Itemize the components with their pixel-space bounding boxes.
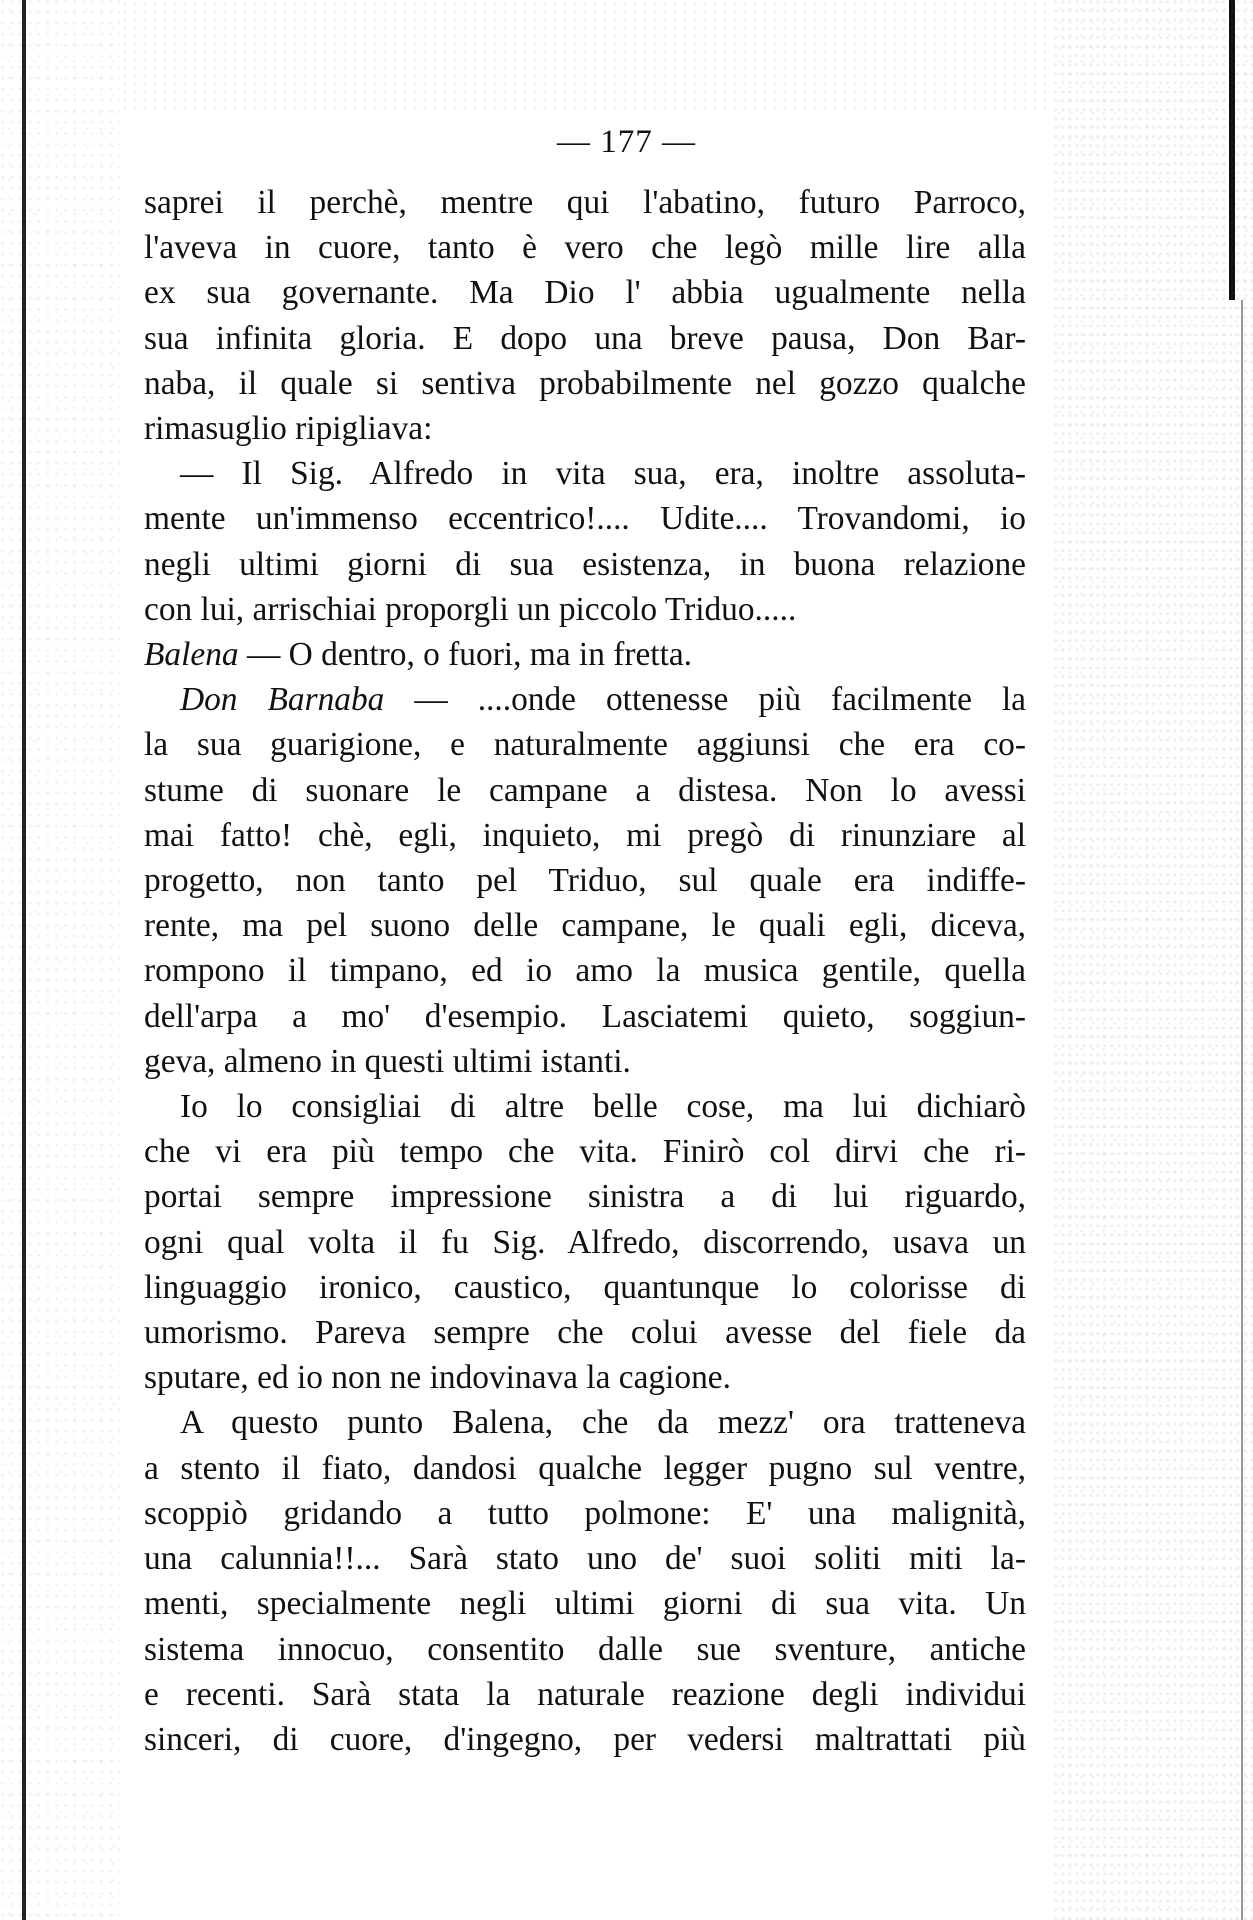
text-line xyxy=(144,632,1026,677)
text-line xyxy=(144,451,1026,496)
line-text: A questo punto Balena, che da mezz' ora tratteneva xyxy=(180,1404,1026,1442)
text-line xyxy=(144,270,1026,315)
line-text: sistema innocuo, consentito dalle sue sventure, antiche xyxy=(144,1630,1026,1668)
line-text: sinceri, di cuore, d'ingegno, per vedersi maltrattati più xyxy=(144,1720,1026,1758)
text-line xyxy=(144,1039,1026,1084)
text-line xyxy=(144,316,1026,361)
line-text: — ....onde ottenesse più facilmente la xyxy=(384,681,1026,719)
speaker-name: Don Barnaba xyxy=(180,681,385,719)
text-line xyxy=(144,1220,1026,1265)
line-text: stume di suonare le campane a distesa. Non lo avessi xyxy=(144,771,1026,809)
line-text: portai sempre impressione sinistra a di lui riguardo, xyxy=(144,1178,1026,1216)
page-edge-right-shadow xyxy=(1241,300,1243,1920)
line-text: rompono il timpano, ed io amo la musica gentile, quella xyxy=(144,952,1026,990)
line-text: rimasuglio ripigliava: xyxy=(144,410,433,448)
line-text: linguaggio ironico, caustico, quantunque lo colorisse di xyxy=(144,1268,1026,1306)
text-line xyxy=(144,587,1026,632)
page-edge-left xyxy=(22,0,26,1920)
text-line xyxy=(144,1672,1026,1717)
line-text: naba, il quale si sentiva probabilmente nel gozzo qualche xyxy=(144,364,1026,402)
text-line xyxy=(144,1536,1026,1581)
text-line xyxy=(144,677,1026,722)
line-text: umorismo. Pareva sempre che colui avesse del fiele da xyxy=(144,1314,1026,1352)
line-text: negli ultimi giorni di sua esistenza, in buona relazione xyxy=(144,545,1026,583)
text-line xyxy=(144,768,1026,813)
line-text: menti, specialmente negli ultimi giorni di sua vita. Un xyxy=(144,1585,1026,1623)
text-line xyxy=(144,903,1026,948)
line-text: sua infinita gloria. E dopo una breve pausa, Don Bar- xyxy=(144,319,1026,357)
text-line xyxy=(144,722,1026,767)
text-line xyxy=(144,1717,1026,1762)
body-text xyxy=(144,180,1026,1762)
line-text: e recenti. Sarà stata la naturale reazione degli individui xyxy=(144,1675,1026,1713)
text-line xyxy=(144,1581,1026,1626)
line-text: la sua guarigione, e naturalmente aggiunsi che era co- xyxy=(144,726,1026,764)
speaker-name: Balena xyxy=(144,636,239,674)
text-line xyxy=(144,1355,1026,1400)
line-text: saprei il perchè, mentre qui l'abatino, futuro Parroco, xyxy=(144,184,1026,221)
line-text: che vi era più tempo che vita. Finirò col dirvi che ri- xyxy=(144,1133,1026,1171)
scan-noise-top xyxy=(120,0,1053,110)
text-line xyxy=(144,1400,1026,1445)
line-text: una calunnia!!... Sarà stato uno de' suoi soliti miti la- xyxy=(144,1540,1026,1578)
line-text: rente, ma pel suono delle campane, le quali egli, diceva, xyxy=(144,907,1026,945)
line-text: ogni qual volta il fu Sig. Alfredo, discorrendo, usava un xyxy=(144,1223,1026,1261)
page-number: — 177 — xyxy=(557,124,696,160)
text-line xyxy=(144,1491,1026,1536)
text-line xyxy=(144,1129,1026,1174)
text-line xyxy=(144,948,1026,993)
line-text: ex sua governante. Ma Dio l' abbia ugualmente nella xyxy=(144,274,1026,312)
line-text: progetto, non tanto pel Triduo, sul quale era indiffe- xyxy=(144,862,1026,900)
line-text: Io lo consigliai di altre belle cose, ma lui dichiarò xyxy=(180,1088,1026,1126)
text-line xyxy=(144,994,1026,1039)
text-line xyxy=(144,496,1026,541)
text-line xyxy=(144,1174,1026,1219)
line-text: l'aveva in cuore, tanto è vero che legò mille lire alla xyxy=(144,229,1026,267)
text-line xyxy=(144,1265,1026,1310)
line-text: — Il Sig. Alfredo in vita sua, era, inoltre assoluta- xyxy=(180,455,1026,493)
line-text: — O dentro, o fuori, ma in fretta. xyxy=(238,636,693,674)
text-line xyxy=(144,813,1026,858)
line-text: scoppiò gridando a tutto polmone: E' una malignità, xyxy=(144,1494,1026,1532)
text-line xyxy=(144,1446,1026,1491)
text-line xyxy=(144,361,1026,406)
line-text: con lui, arrischiai proporgli un piccolo Triduo..... xyxy=(144,590,797,628)
line-text: sputare, ed io non ne indovinava la cagione. xyxy=(144,1359,731,1397)
text-line xyxy=(144,1084,1026,1129)
text-line xyxy=(144,406,1026,451)
line-text: a stento il fiato, dandosi qualche legger pugno sul ventre, xyxy=(144,1449,1026,1487)
line-text: mai fatto! chè, egli, inquieto, mi pregò di rinunziare al xyxy=(144,816,1026,854)
text-line xyxy=(144,180,1026,225)
text-line xyxy=(144,1627,1026,1672)
text-line xyxy=(144,225,1026,270)
text-line xyxy=(144,1310,1026,1355)
scan-noise-right xyxy=(1053,0,1253,1920)
line-text: mente un'immenso eccentrico!.... Udite.... Trovandomi, io xyxy=(144,500,1026,538)
text-line xyxy=(144,858,1026,903)
line-text: dell'arpa a mo' d'esempio. Lasciatemi quieto, soggiun- xyxy=(144,997,1026,1035)
text-line xyxy=(144,542,1026,587)
line-text: geva, almeno in questi ultimi istanti. xyxy=(144,1042,631,1080)
scan-noise-left xyxy=(0,0,120,1920)
